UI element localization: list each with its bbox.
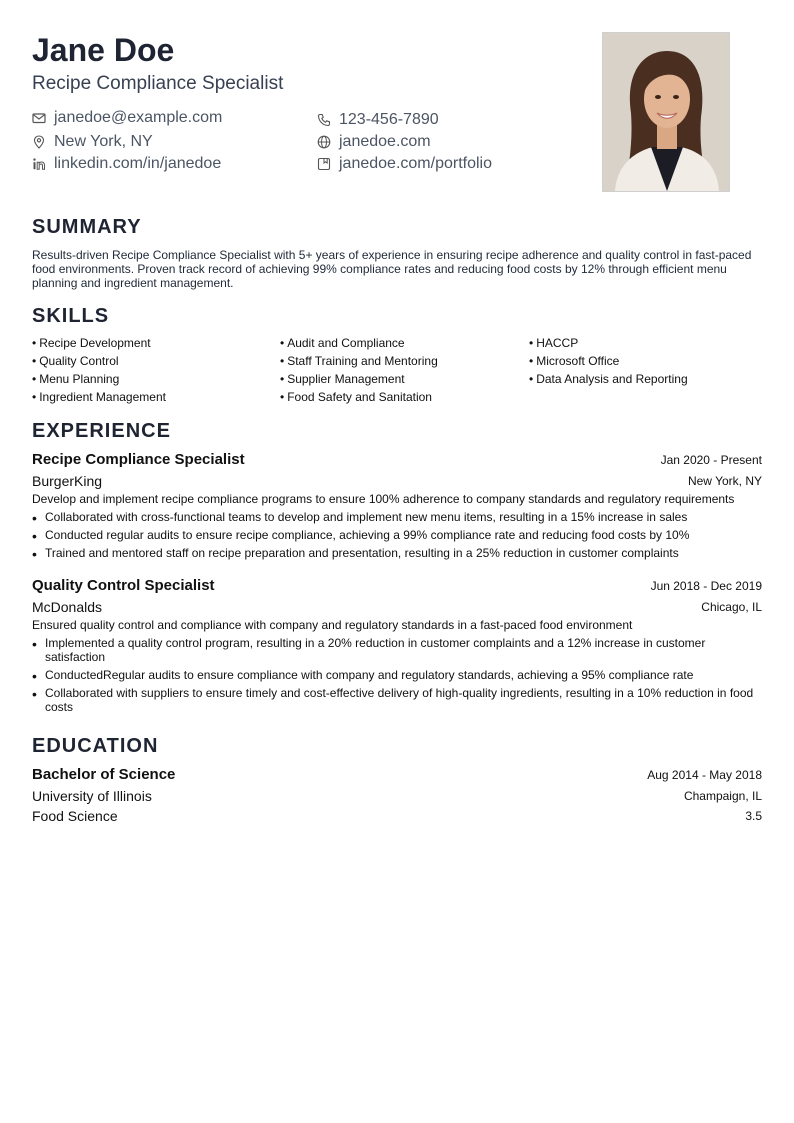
summary-heading: SUMMARY bbox=[32, 216, 142, 238]
candidate-title: Recipe Compliance Specialist bbox=[32, 73, 284, 94]
summary-text: Results-driven Recipe Compliance Specialist with 5+ years of experience in ensuring recipe adherence and quality control in fast-paced food environments. Proven track record of achieving 99% compliance rates and reducing food costs by 12% through efficient menu planning and ingredient management. bbox=[32, 248, 752, 290]
portfolio-text: janedoe.com/portfolio bbox=[339, 155, 492, 172]
list-item: • Collaborated with cross-functional teams to develop and implement new menu items, resulting in a 15% increase in sales bbox=[32, 510, 762, 524]
skill-item: • Quality Control bbox=[32, 352, 119, 370]
job-company: McDonalds bbox=[32, 599, 103, 615]
mail-icon bbox=[32, 111, 46, 125]
website-text: janedoe.com bbox=[339, 133, 431, 150]
gpa: 3.5 bbox=[745, 809, 762, 823]
education-heading: EDUCATION bbox=[32, 735, 159, 757]
skill-item: • Microsoft Office bbox=[529, 352, 619, 370]
skill-item: • Menu Planning bbox=[32, 370, 119, 388]
contact-linkedin[interactable] bbox=[32, 154, 221, 174]
list-item: • Collaborated with suppliers to ensure timely and cost-effective delivery of high-quality ingredients, resulting in a 10% reduction in food costs bbox=[32, 686, 762, 714]
school-location: Champaign, IL bbox=[683, 789, 762, 803]
job-title: Quality Control Specialist bbox=[32, 577, 215, 594]
job-company: BurgerKing bbox=[32, 473, 103, 489]
contact-location bbox=[32, 132, 153, 152]
job-dates: Jun 2018 - Dec 2019 bbox=[650, 579, 762, 593]
skill-item: • HACCP bbox=[529, 334, 578, 352]
candidate-name: Jane Doe bbox=[32, 32, 175, 68]
skill-item: • Staff Training and Mentoring bbox=[280, 352, 438, 370]
linkedin-icon bbox=[32, 157, 46, 171]
globe-icon bbox=[317, 135, 331, 149]
job-description: Ensured quality control and compliance with company and regulatory standards in a fast-paced food environment bbox=[32, 618, 633, 632]
linkedin-text: linkedin.com/in/janedoe bbox=[54, 155, 222, 172]
degree: Bachelor of Science bbox=[32, 766, 176, 783]
phone-icon bbox=[317, 113, 331, 127]
list-item: • Conducted regular audits to ensure recipe compliance, achieving a 99% compliance rate and reducing food costs by 10% bbox=[32, 528, 762, 542]
job-location: Chicago, IL bbox=[701, 600, 762, 614]
field-of-study: Food Science bbox=[32, 808, 118, 824]
phone-text: 123-456-7890 bbox=[339, 111, 439, 128]
contact-portfolio[interactable] bbox=[317, 154, 492, 174]
experience-heading: EXPERIENCE bbox=[32, 420, 171, 442]
skill-item: • Recipe Development bbox=[32, 334, 151, 352]
job-title: Recipe Compliance Specialist bbox=[32, 451, 245, 468]
job-description: Develop and implement recipe compliance programs to ensure 100% adherence to company standards and regulatory requirements bbox=[32, 492, 735, 506]
portfolio-icon bbox=[317, 157, 331, 171]
contact-phone[interactable] bbox=[317, 110, 439, 130]
skills-heading: SKILLS bbox=[32, 305, 110, 327]
contact-website[interactable] bbox=[317, 132, 431, 152]
skill-item: • Ingredient Management bbox=[32, 388, 166, 406]
list-item: • ConductedRegular audits to ensure compliance with company and regulatory standards, achieving a 95% compliance rate bbox=[32, 668, 762, 682]
skill-item: • Audit and Compliance bbox=[280, 334, 405, 352]
job-bullets bbox=[32, 636, 762, 718]
job-bullets bbox=[32, 510, 762, 564]
skill-item: • Supplier Management bbox=[280, 370, 405, 388]
list-item: • Implemented a quality control program, resulting in a 20% reduction in customer complaints and a 12% increase in customer satisfaction bbox=[32, 636, 762, 664]
skill-item: • Food Safety and Sanitation bbox=[280, 388, 432, 406]
skill-item: • Data Analysis and Reporting bbox=[529, 370, 688, 388]
contact-email[interactable] bbox=[32, 108, 222, 128]
map-pin-icon bbox=[32, 135, 46, 149]
location-text: New York, NY bbox=[54, 133, 153, 150]
email-text: janedoe@example.com bbox=[54, 109, 223, 126]
job-dates: Jan 2020 - Present bbox=[660, 453, 762, 467]
list-item: • Trained and mentored staff on recipe preparation and presentation, resulting in a 25% reduction in customer complaints bbox=[32, 546, 762, 560]
school-name: University of Illinois bbox=[32, 788, 152, 804]
profile-photo bbox=[602, 32, 730, 192]
education-dates: Aug 2014 - May 2018 bbox=[647, 768, 762, 782]
job-location: New York, NY bbox=[687, 474, 762, 488]
